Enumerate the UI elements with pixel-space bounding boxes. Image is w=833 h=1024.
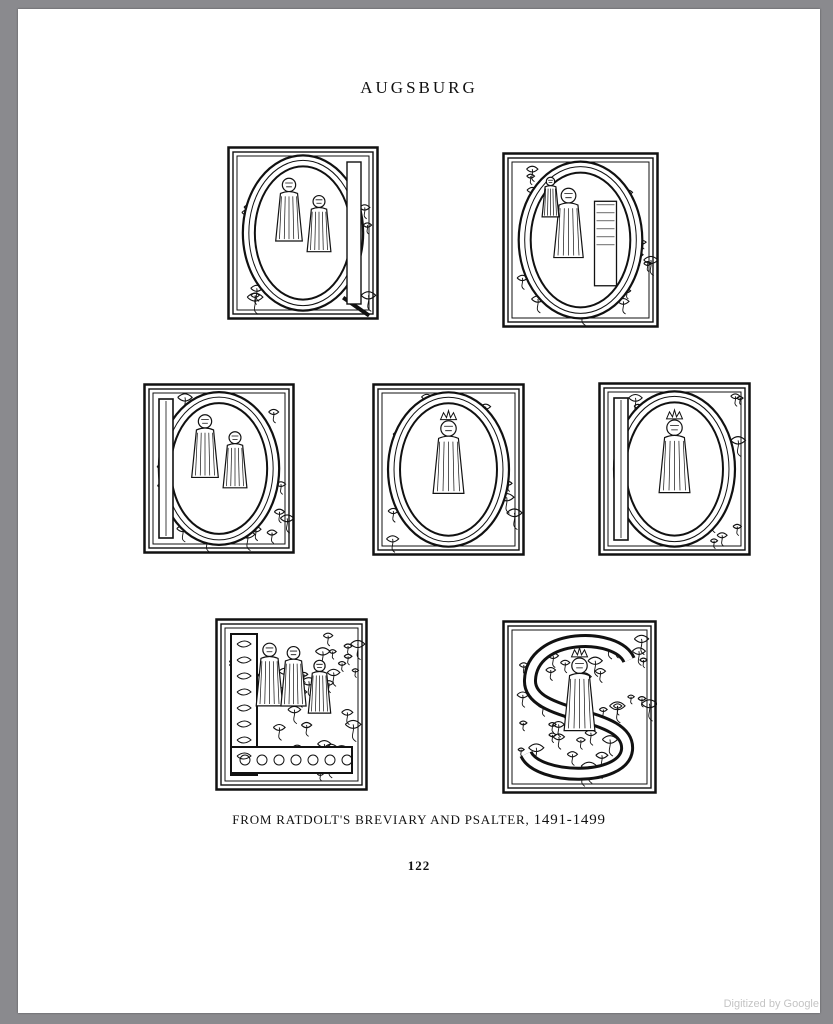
caption-text: FROM RATDOLT'S BREVIARY AND PSALTER, <box>232 812 530 827</box>
woodcut-initial-q <box>227 146 379 320</box>
woodcut-initial-l <box>215 618 368 791</box>
woodcut-initial-d-king <box>598 382 751 556</box>
woodcut-initial-s <box>502 620 657 794</box>
running-title: AUGSBURG <box>360 78 478 97</box>
book-page <box>18 9 820 1013</box>
plate-caption <box>18 812 820 829</box>
woodcut-initial-o-saint <box>372 383 525 556</box>
caption-years: 1491-1499 <box>533 812 606 828</box>
woodcut-initial-o <box>502 152 659 328</box>
digitized-watermark: Digitized by Google <box>723 998 819 1010</box>
woodcut-initial-d <box>143 383 295 554</box>
page-number: 122 <box>407 858 431 873</box>
